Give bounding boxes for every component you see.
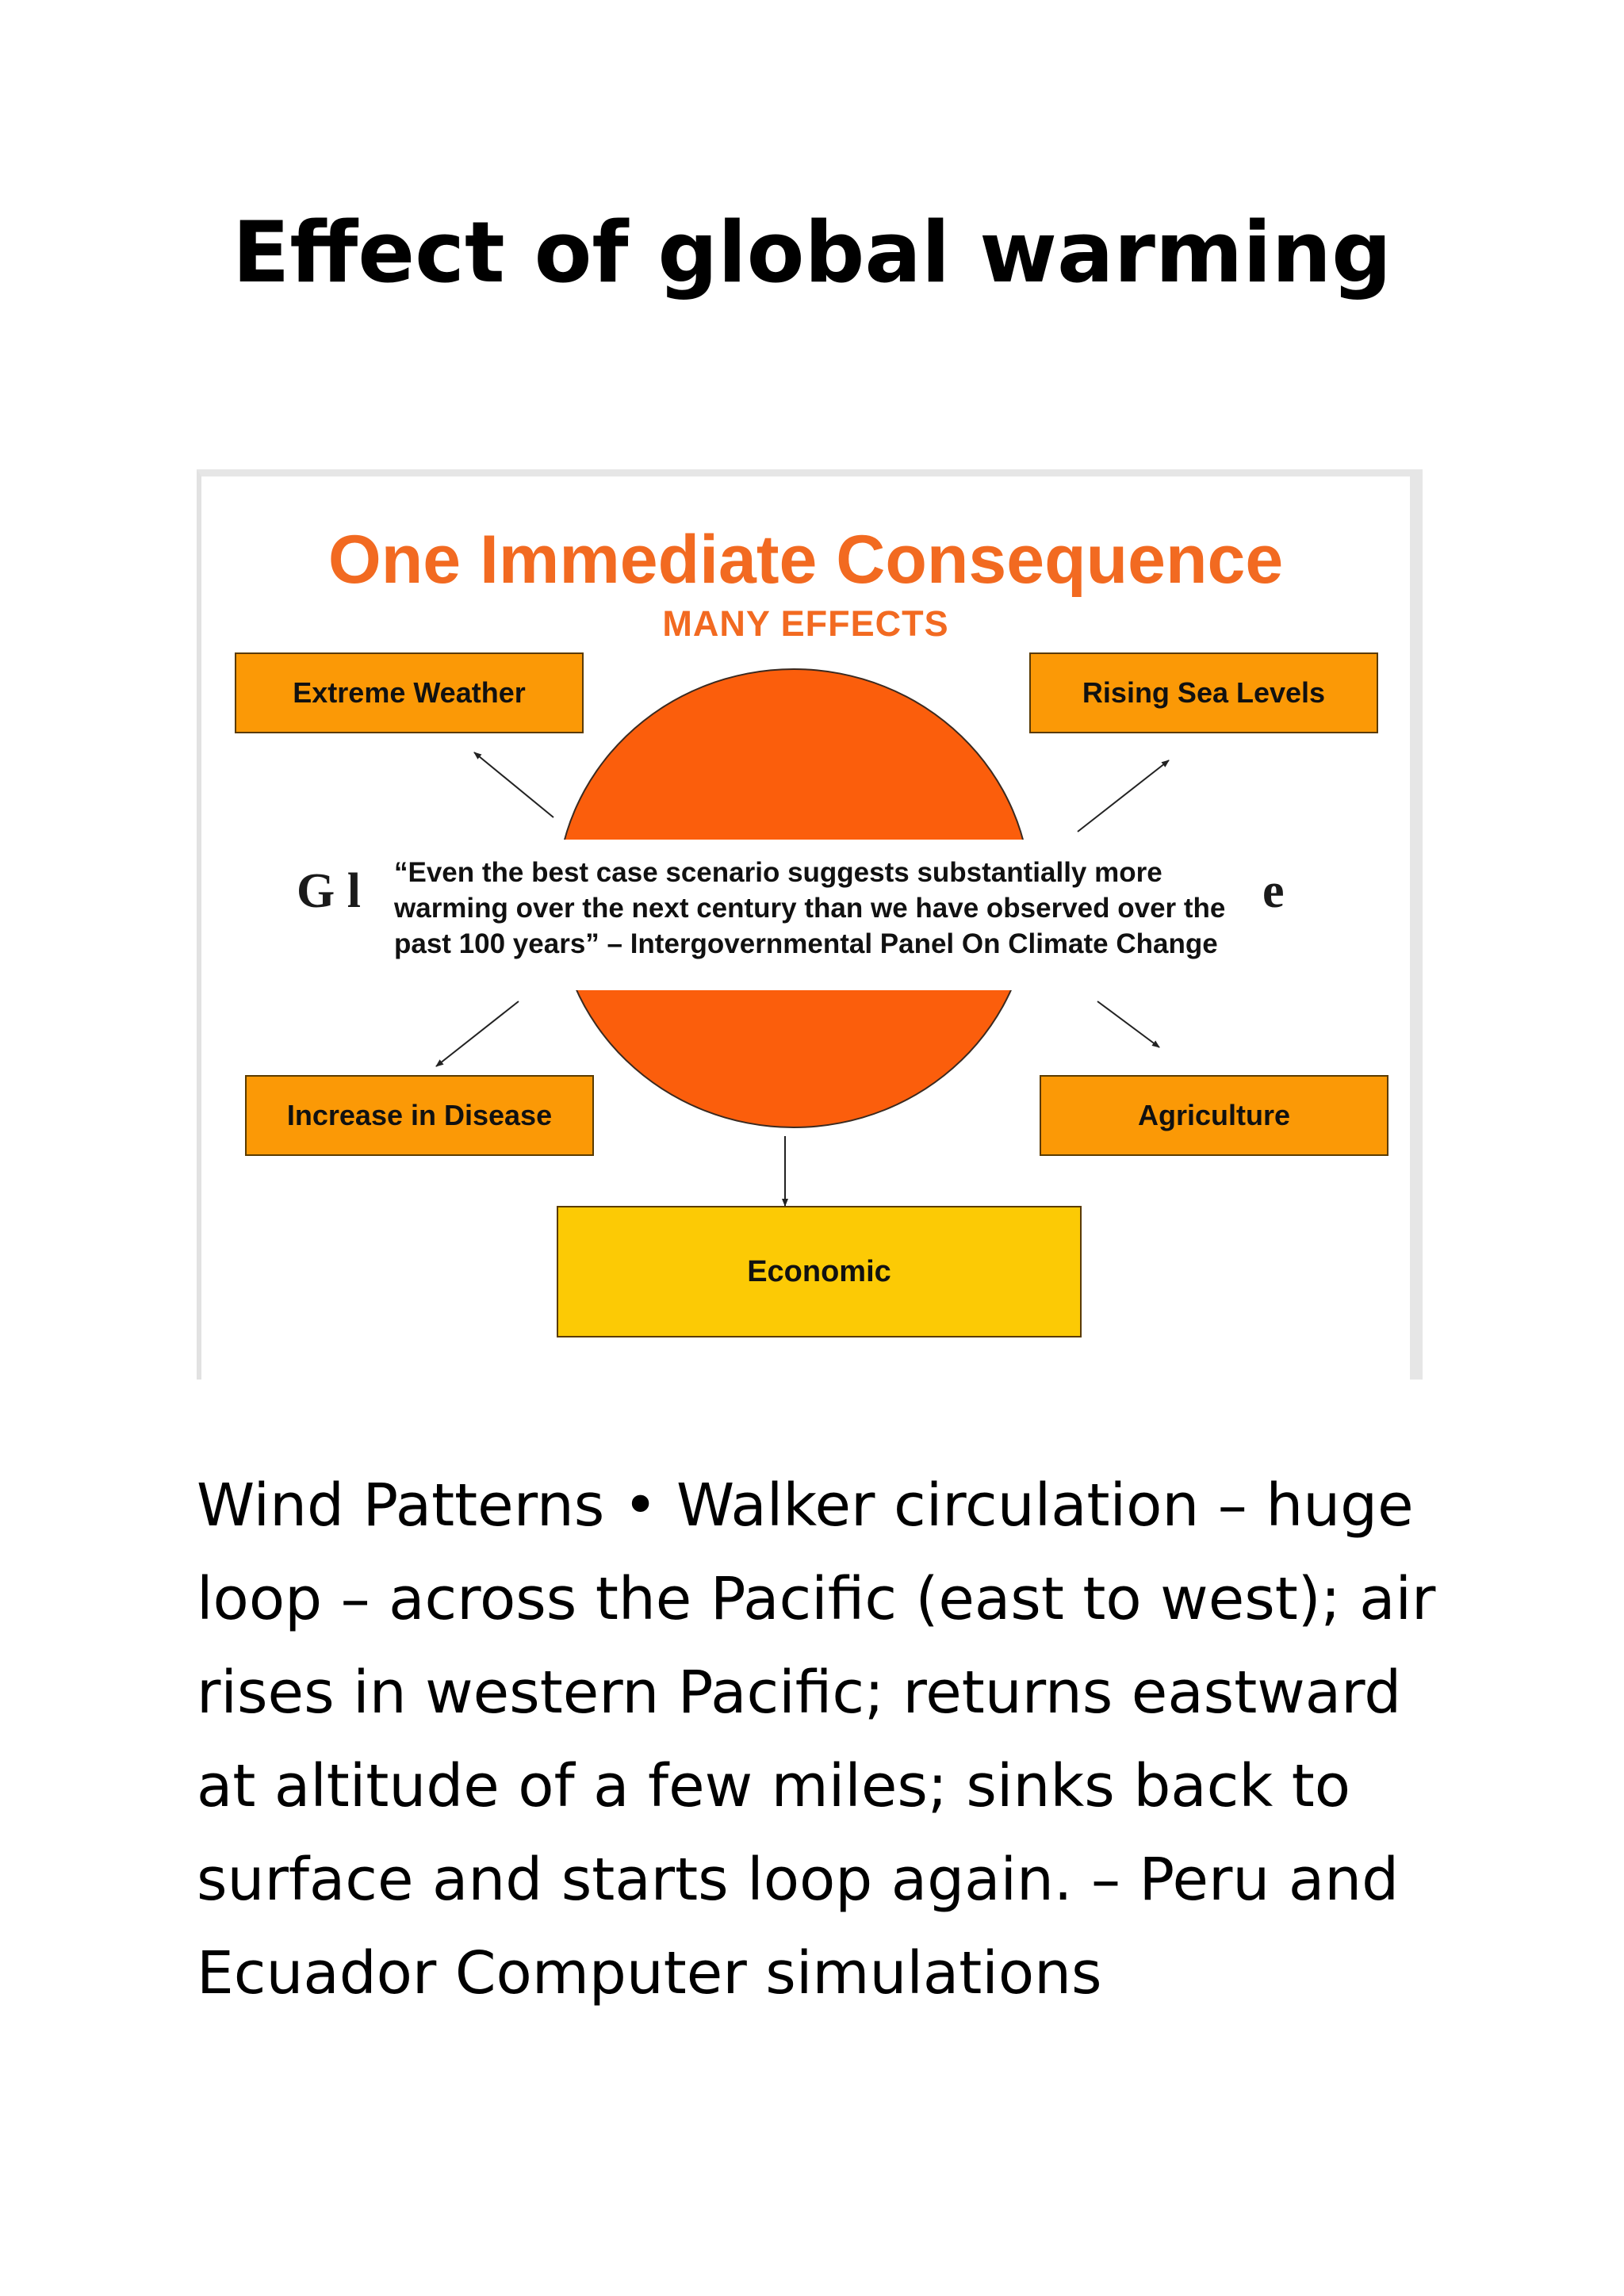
effect-label: Extreme Weather [293, 676, 526, 709]
effect-rising-sea-levels [1029, 652, 1378, 733]
effect-increase-in-disease [245, 1075, 594, 1156]
slide-title: One Immediate Consequence [327, 522, 1284, 598]
arrow-to-extreme-weather [474, 752, 553, 817]
effect-agriculture [1040, 1075, 1388, 1156]
ipcc-quote: “Even the best case scenario suggests substantially more warming over the next century than we have observed over the past 100 years” – Intergovernmental Panel On Climate Change [394, 857, 1226, 959]
effect-label: Economic [747, 1254, 891, 1288]
slide-image [197, 469, 1423, 1380]
effect-label: Rising Sea Levels [1082, 676, 1326, 709]
effect-economic [557, 1206, 1082, 1337]
arrow-to-agriculture [1097, 1001, 1159, 1047]
arrow-to-increase-in-disease [436, 1001, 519, 1066]
body-paragraph: Wind Patterns • Walker circulation – huge loop – across the Pacific (east to west); air rises in western Pacific; returns eastward at altitude of a few miles; sinks back to surface and starts loop again. – Peru and Ecuador Computer simulations [197, 1471, 1436, 2007]
effect-label: Agriculture [1137, 1099, 1291, 1131]
arrow-to-rising-sea-levels [1078, 760, 1169, 832]
background-title-fragment-right: e [1262, 864, 1285, 918]
background-title-fragment-left: G l [297, 864, 361, 918]
slide-subtitle: MANY EFFECTS [662, 603, 949, 644]
effect-label: Increase in Disease [286, 1099, 553, 1131]
effect-extreme-weather [235, 652, 584, 733]
page-title: Effect of global warming [232, 204, 1392, 301]
